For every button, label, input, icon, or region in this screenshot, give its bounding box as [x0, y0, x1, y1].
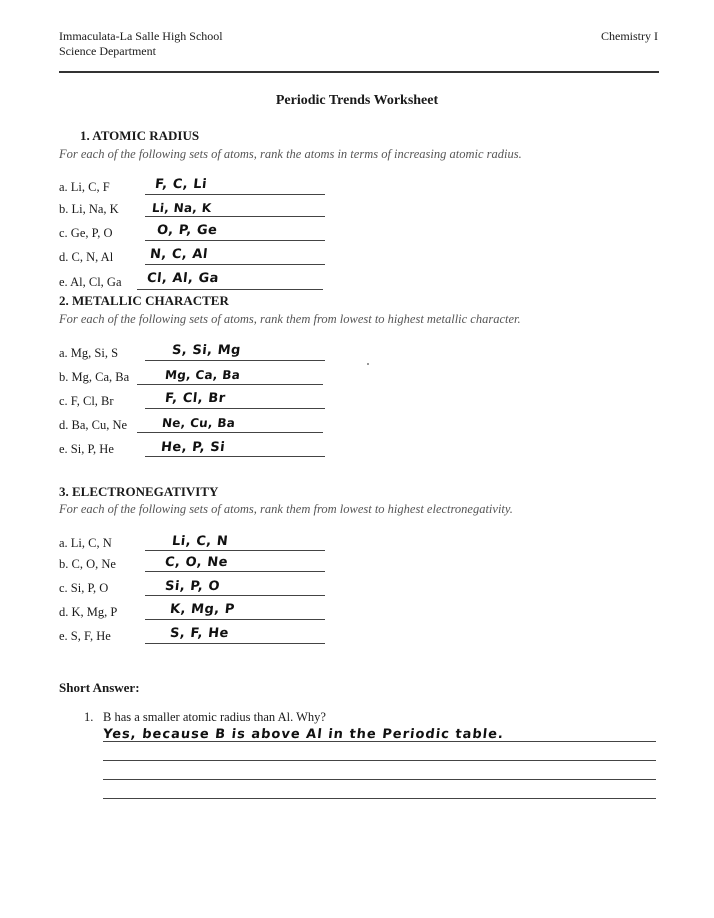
stray-mark	[367, 363, 369, 365]
section-heading-electronegativity: 3. ELECTRONEGATIVITY	[59, 484, 219, 499]
handwritten-answer: S, F, He	[169, 626, 230, 641]
question-text: B has a smaller atomic radius than Al. Why?	[103, 710, 326, 724]
item-label: a. Li, C, N	[59, 536, 112, 550]
handwritten-answer: Li, C, N	[171, 534, 229, 549]
item-label: a. Li, C, F	[59, 180, 110, 194]
item-label: c. Si, P, O	[59, 581, 109, 595]
answer-line	[145, 194, 325, 195]
answer-line	[137, 289, 323, 290]
item-label: b. Mg, Ca, Ba	[59, 370, 130, 384]
section-instruction-electronegativity: For each of the following sets of atoms, rank them from lowest to highest electronegativity.	[59, 502, 513, 516]
answer-line	[145, 456, 325, 457]
item-label: b. C, O, Ne	[59, 557, 116, 571]
handwritten-short-answer: Yes, because B is above Al in the Periodic table.	[102, 727, 505, 742]
short-answer-heading: Short Answer:	[59, 680, 140, 695]
header-divider	[59, 71, 659, 73]
item-label: d. K, Mg, P	[59, 605, 118, 619]
answer-line	[103, 760, 656, 761]
handwritten-answer: Li, Na, K	[151, 201, 213, 215]
answer-line	[145, 240, 325, 241]
handwritten-answer: Si, P, O	[164, 579, 221, 594]
answer-line	[145, 595, 325, 596]
item-label: e. S, F, He	[59, 629, 111, 643]
answer-line	[145, 216, 325, 217]
answer-line	[145, 619, 325, 620]
item-label: c. Ge, P, O	[59, 226, 113, 240]
answer-line	[103, 798, 656, 799]
handwritten-answer: F, Cl, Br	[164, 391, 227, 406]
school-name: Immaculata-La Salle High School	[59, 29, 223, 43]
handwritten-answer: He, P, Si	[160, 440, 226, 455]
item-label: e. Si, P, He	[59, 442, 114, 456]
handwritten-answer: C, O, Ne	[164, 555, 229, 570]
answer-line	[103, 779, 656, 780]
item-label: d. C, N, Al	[59, 250, 114, 264]
section-instruction-metallic-character: For each of the following sets of atoms, rank them from lowest to highest metallic character.	[59, 312, 521, 326]
answer-line	[145, 643, 325, 644]
section-instruction-atomic-radius: For each of the following sets of atoms, rank the atoms in terms of increasing atomic radius.	[59, 147, 522, 161]
section-heading-metallic-character: 2. METALLIC CHARACTER	[59, 293, 229, 308]
item-label: d. Ba, Cu, Ne	[59, 418, 128, 432]
answer-line	[145, 571, 325, 572]
handwritten-answer: Mg, Ca, Ba	[164, 368, 241, 382]
handwritten-answer: N, C, Al	[149, 247, 209, 262]
handwritten-answer: O, P, Ge	[156, 223, 219, 238]
handwritten-answer: F, C, Li	[154, 177, 208, 192]
worksheet-title: Periodic Trends Worksheet	[275, 93, 439, 108]
course-name: Chemistry I	[601, 29, 658, 43]
answer-line	[145, 360, 325, 361]
department-name: Science Department	[59, 44, 156, 58]
question-number: 1.	[84, 710, 94, 724]
answer-line	[137, 432, 323, 433]
handwritten-answer: K, Mg, P	[169, 602, 236, 617]
item-label: c. F, Cl, Br	[59, 394, 114, 408]
item-label: a. Mg, Si, S	[59, 346, 119, 360]
answer-line	[145, 408, 325, 409]
answer-line	[137, 384, 323, 385]
handwritten-answer: S, Si, Mg	[171, 343, 242, 358]
handwritten-answer: Cl, Al, Ga	[146, 271, 220, 286]
handwritten-answer: Ne, Cu, Ba	[161, 416, 236, 430]
item-label: e. Al, Cl, Ga	[59, 275, 122, 289]
item-label: b. Li, Na, K	[59, 202, 119, 216]
answer-line	[145, 550, 325, 551]
answer-line	[103, 741, 656, 742]
section-heading-atomic-radius: 1. ATOMIC RADIUS	[80, 128, 200, 143]
answer-line	[145, 264, 325, 265]
